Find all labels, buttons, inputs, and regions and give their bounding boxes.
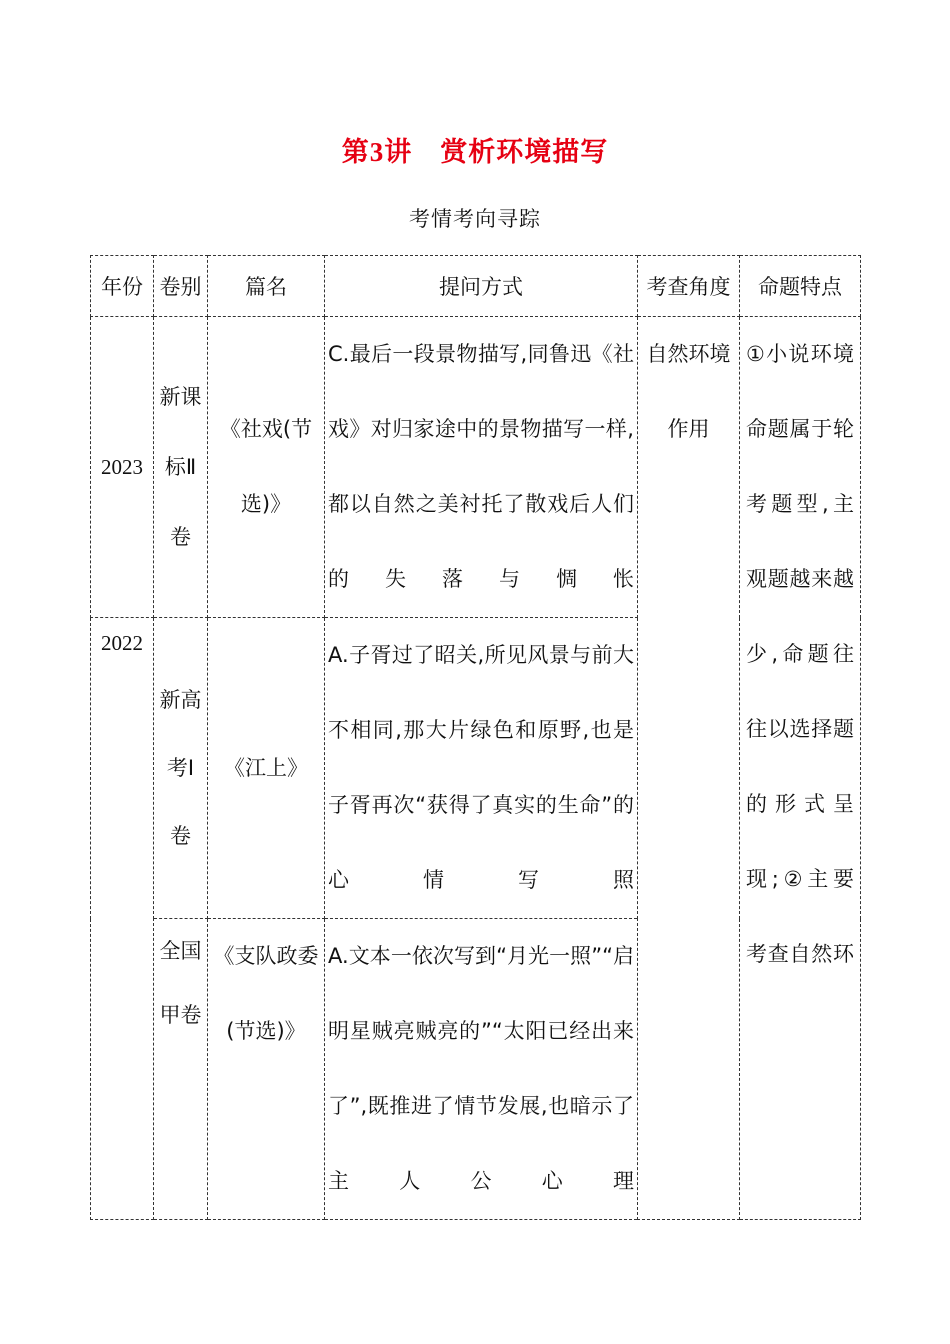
cell-title-text: 《社戏(节选)》	[219, 417, 313, 516]
cell-year: 2023	[91, 317, 154, 618]
cell-paper	[154, 618, 208, 919]
cell-title	[208, 618, 325, 919]
title-number: 3	[369, 137, 385, 167]
cell-question	[325, 919, 638, 1220]
cell-paper-text: 新课标Ⅱ卷	[159, 385, 202, 549]
cell-title	[208, 919, 325, 1220]
title-prefix: 第	[341, 137, 370, 168]
cell-angle	[638, 317, 740, 1220]
cell-angle-text: 自然环境作用	[646, 342, 731, 441]
cell-question-text: A.子胥过了昭关,所见风景与前大不相同,那大片绿色和原野,也是子胥再次“获得了真实的生命”的心情写照	[328, 643, 634, 892]
exam-info-table	[90, 255, 861, 1220]
cell-paper-text: 全国甲卷	[159, 939, 202, 1027]
cell-features	[740, 317, 861, 1220]
title-text: 讲 赏析环境描写	[384, 137, 609, 168]
page-subtitle: 考情考向寻踪	[409, 207, 541, 231]
table-row	[91, 317, 861, 618]
header-features: 命题特点	[740, 256, 861, 317]
cell-question	[325, 618, 638, 919]
cell-question-text: A.文本一依次写到“月光一照”“启明星贼亮贼亮的”“太阳已经出来了”,既推进了情节发展,也暗示了主人公心理	[328, 944, 634, 1193]
header-title: 篇名	[208, 256, 325, 317]
cell-paper-text: 新高考Ⅰ卷	[159, 688, 202, 848]
cell-question-text: C.最后一段景物描写,同鲁迅《社戏》对归家途中的景物描写一样,都以自然之美衬托了散戏后人们的失落与惆怅	[328, 342, 634, 591]
cell-paper	[154, 919, 208, 1220]
cell-paper	[154, 317, 208, 618]
header-year: 年份	[91, 256, 154, 317]
table-header-row	[91, 256, 861, 317]
cell-title-text: 《江上》	[224, 755, 308, 780]
cell-question	[325, 317, 638, 618]
cell-title-text: 《支队政委(节选)》	[213, 944, 319, 1043]
cell-features-text: ①小说环境命题属于轮考题型,主观题越来越少,命题往往以选择题的形式呈现;②主要考查自然环	[746, 342, 854, 966]
page-title	[0, 130, 950, 169]
header-question: 提问方式	[325, 256, 638, 317]
cell-year: 2022	[91, 618, 154, 1220]
header-angle: 考查角度	[638, 256, 740, 317]
header-paper: 卷别	[154, 256, 208, 317]
cell-title	[208, 317, 325, 618]
